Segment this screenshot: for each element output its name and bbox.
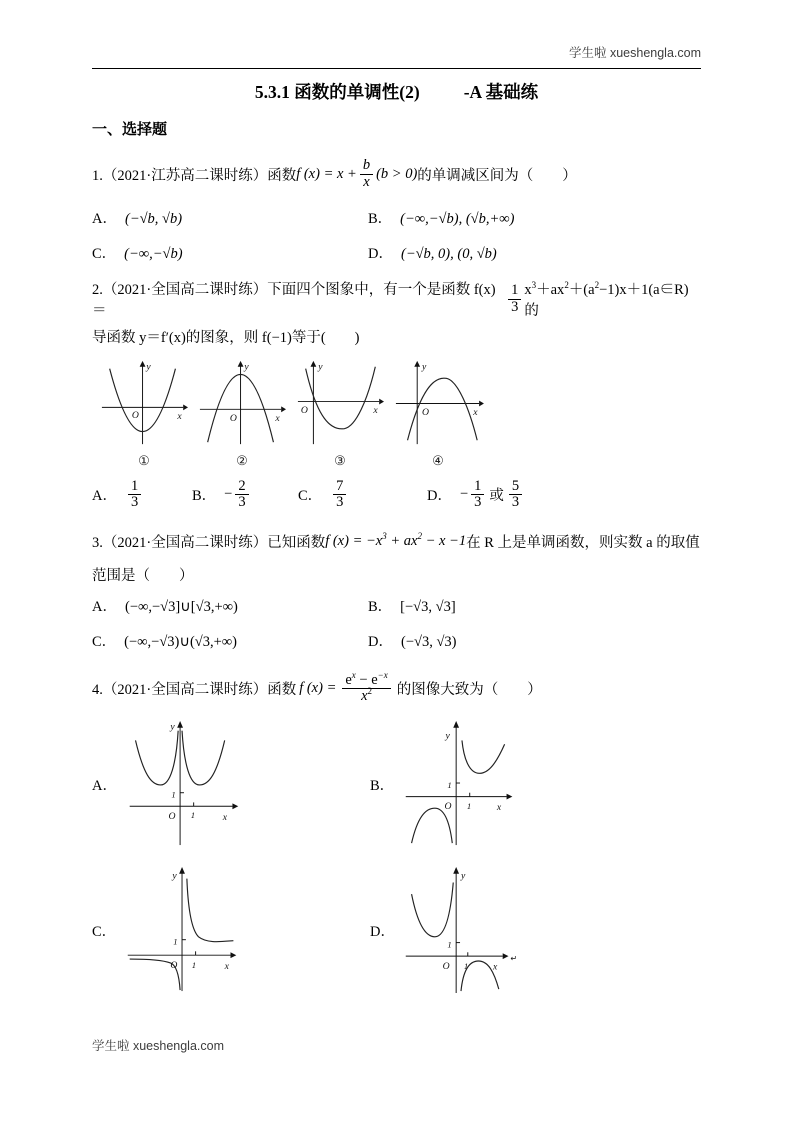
question-1 — [92, 151, 701, 267]
fraction-denominator — [358, 686, 375, 704]
site-watermark-top: 学生啦 xueshengla.com — [568, 46, 701, 60]
option-label: C． — [92, 634, 117, 651]
option-label: B． — [368, 599, 393, 616]
right-curve — [187, 879, 234, 942]
option-label: C． — [92, 246, 117, 262]
origin-label: O — [444, 801, 452, 813]
left-curve — [412, 809, 453, 844]
option-fraction — [128, 479, 141, 510]
origin-label: O — [131, 410, 139, 422]
graph-number-badge: ④ — [432, 453, 444, 468]
curve — [408, 378, 478, 440]
option-label: A． — [92, 211, 117, 227]
poly-term: ＋(a — [568, 282, 595, 298]
q1-formula-left: f (x) = x + — [296, 165, 357, 182]
x-axis-label: x — [222, 812, 228, 824]
q3-stem-text: 3.（2021·全国高二课时练）已知函数 — [92, 534, 326, 551]
q4-graph-d — [370, 863, 648, 997]
q3-stem-line2: 范围是（ ） — [92, 568, 194, 585]
page-title — [92, 79, 701, 104]
q2-polynomial — [524, 278, 701, 320]
y-axis-arrow-icon — [177, 721, 183, 728]
y-axis-arrow-icon — [310, 361, 316, 367]
option-label: A． — [92, 488, 117, 505]
y-axis-label: y — [146, 361, 151, 373]
x-tick-label: 1 — [466, 801, 472, 812]
q4-stem-post: 的图像大致为（ ） — [396, 681, 542, 698]
parabola-down-origin-graph — [392, 359, 484, 448]
den-term: x — [361, 687, 368, 704]
left-curve — [412, 883, 454, 937]
q2-graphs-row — [98, 359, 701, 469]
option-text: (−∞,−√3)∪(√3,+∞) — [124, 634, 237, 651]
q2-stem-line1 — [92, 276, 701, 322]
q4-stem — [92, 665, 701, 711]
option-label: B． — [370, 777, 395, 794]
q3-options-row-2 — [92, 629, 701, 655]
y-axis-label: y — [461, 871, 466, 883]
hyperbola-like-graph — [120, 863, 246, 997]
q2-fraction — [508, 283, 521, 314]
y-tick-label: 1 — [171, 790, 176, 801]
origin-label: O — [170, 960, 178, 972]
q2-option-d — [427, 479, 525, 510]
fraction-numerator: 2 — [235, 479, 248, 495]
graph-number-badge: ① — [138, 453, 150, 468]
q1-options-row-2 — [92, 241, 701, 267]
origin-label: O — [229, 412, 237, 424]
section-heading: 一、选择题 — [92, 122, 168, 138]
curve — [306, 367, 376, 429]
q1-option-b — [368, 206, 701, 232]
x-axis-label: x — [275, 412, 280, 424]
option-label: D． — [368, 634, 393, 651]
fraction-denominator: 3 — [336, 494, 344, 511]
option-fraction — [235, 479, 248, 510]
q1-stem-post: 的单调减区间为（ ） — [417, 167, 577, 184]
exponent: 3 — [382, 531, 387, 542]
exponent: 2 — [367, 686, 373, 697]
q2-stem-line2: 导函数 y＝f′(x)的图象，则 f(−1)等于( ) — [92, 330, 360, 346]
option-label: B． — [192, 488, 217, 505]
fraction-numerator: 1 — [128, 479, 141, 495]
poly-term: x — [524, 282, 532, 298]
fraction-numerator: b — [360, 158, 373, 174]
q1-fraction — [360, 158, 373, 189]
x-axis-arrow-icon — [232, 804, 238, 810]
fraction-denominator: 3 — [511, 494, 520, 511]
exponent: 2 — [564, 280, 569, 291]
option-text: (−√3, √3) — [400, 634, 457, 651]
exponent: 2 — [594, 280, 600, 291]
left-curve — [136, 731, 179, 785]
option-fraction — [471, 479, 484, 510]
option-text: (−∞,−√3]∪[√3,+∞) — [124, 599, 238, 616]
fraction-numerator: 5 — [509, 479, 522, 495]
option-sign: − — [459, 486, 469, 503]
return-mark-icon: ↵ — [510, 954, 517, 964]
x-axis-label: x — [177, 410, 182, 422]
q3-stem-mid: 在 R 上是单调函数，则实数 a 的取值 — [466, 534, 700, 551]
q1-option-d — [368, 241, 701, 267]
q4-graphs-row-2 — [92, 863, 701, 997]
origin-label: O — [422, 407, 430, 419]
y-axis-arrow-icon — [238, 361, 244, 367]
q3-option-c — [92, 629, 368, 655]
q4-stem-text: 4.（2021·全国高二课时练）函数 — [92, 681, 297, 698]
x-tick-label: 1 — [463, 961, 469, 972]
q3-options-row-1 — [92, 594, 701, 620]
exponent: x — [351, 669, 356, 680]
y-axis-arrow-icon — [179, 867, 185, 874]
parabola-down-graph — [196, 359, 288, 448]
x-axis-label: x — [492, 962, 498, 974]
y-axis-label: y — [445, 730, 450, 742]
formula-term: + ax — [386, 532, 418, 549]
y-axis-arrow-icon — [414, 361, 420, 367]
q1-condition: (b > 0) — [376, 165, 418, 182]
q4-graph-c — [92, 863, 370, 997]
option-label: D． — [370, 923, 395, 940]
option-label: C． — [298, 488, 323, 505]
exponent: 3 — [531, 280, 537, 291]
x-tick-label: 1 — [190, 810, 196, 821]
x-axis-arrow-icon — [183, 404, 188, 410]
q3-option-d — [368, 629, 701, 655]
num-term: e — [345, 671, 352, 688]
x-axis-arrow-icon — [479, 401, 484, 407]
option-text: (−∞,−√b) — [124, 246, 183, 262]
q4-graph-a — [92, 717, 370, 851]
y-axis-label: y — [172, 871, 177, 883]
graph-number-badge: ③ — [334, 453, 346, 468]
y-tick-label: 1 — [447, 780, 452, 791]
option-label: C． — [92, 923, 117, 940]
y-tick-label: 1 — [173, 936, 178, 947]
fraction-denominator: x — [363, 173, 370, 190]
origin-label: O — [168, 811, 176, 823]
y-axis-arrow-icon — [140, 361, 146, 367]
x-axis-label: x — [224, 961, 229, 973]
option-text: (−√b, √b) — [124, 211, 183, 227]
q4-graphs-row-1 — [92, 717, 701, 851]
title-chapter: 5.3.1 函数的单调性(2) — [254, 82, 420, 102]
option-label: D． — [368, 246, 393, 262]
option-label: D． — [427, 488, 452, 505]
x-axis-arrow-icon — [230, 953, 236, 959]
fraction-numerator: 1 — [508, 283, 521, 299]
odd-u-hump-graph — [398, 717, 524, 851]
header-divider — [92, 68, 701, 69]
x-axis-arrow-icon — [281, 406, 286, 412]
x-tick-label: 1 — [191, 960, 197, 971]
x-axis-arrow-icon — [503, 954, 509, 960]
option-text: (−√b, 0), (0, √b) — [400, 246, 497, 262]
q1-stem — [92, 151, 701, 197]
option-text: (−∞,−√b), (√b,+∞) — [400, 211, 515, 227]
fraction-denominator: 3 — [130, 494, 139, 511]
option-text: [−√3, √3] — [400, 599, 456, 616]
option-joiner: 或 — [489, 488, 504, 505]
q2-graph-1 — [98, 359, 190, 469]
right-curve — [182, 731, 225, 785]
parabola-up-graph — [98, 359, 190, 448]
q4-fraction — [342, 669, 390, 704]
q3-option-b — [368, 594, 701, 620]
y-axis-arrow-icon — [453, 867, 459, 874]
origin-label: O — [300, 405, 308, 417]
q4-graph-b — [370, 717, 648, 851]
q4-formula-left: f (x) = — [299, 679, 337, 696]
question-4 — [92, 665, 701, 997]
x-axis-arrow-icon — [379, 399, 384, 405]
y-tick-label: 1 — [447, 939, 452, 950]
q2-graph-2 — [196, 359, 288, 469]
x-axis-label: x — [496, 802, 502, 814]
parabola-up-origin-graph — [294, 359, 386, 448]
q3-formula — [325, 533, 466, 550]
x-axis-label: x — [373, 405, 378, 417]
option-fraction — [333, 479, 346, 510]
y-axis-arrow-icon — [453, 721, 459, 728]
num-term: − e — [355, 671, 378, 688]
poly-term: −1)x＋1(a∈R)的 — [524, 282, 689, 319]
x-axis-label: x — [473, 407, 478, 419]
q2-option-b — [192, 479, 298, 510]
q1-option-c — [92, 241, 368, 267]
even-double-u-graph — [120, 717, 246, 851]
y-axis-label: y — [244, 361, 249, 373]
q3-option-a — [92, 594, 368, 620]
question-2 — [92, 276, 701, 510]
fraction-denominator: 3 — [511, 298, 519, 315]
option-label: A． — [92, 777, 117, 794]
question-3 — [92, 526, 701, 655]
exponent: 2 — [417, 531, 422, 542]
formula-term: − x −1 — [421, 532, 467, 549]
option-fraction-2 — [509, 479, 522, 510]
q2-graph-4 — [392, 359, 484, 469]
exponent: −x — [377, 669, 388, 680]
formula-term: f (x) = −x — [325, 532, 383, 549]
fraction-denominator: 3 — [474, 494, 482, 511]
poly-term: ＋ax — [536, 282, 565, 298]
q2-options-row — [92, 479, 701, 510]
y-axis-label: y — [422, 361, 427, 373]
q2-stem-text: 2.（2021·全国高二课时练）下面四个图象中，有一个是函数 f(x)＝ — [92, 282, 496, 319]
q1-option-a — [92, 206, 368, 232]
q2-option-a — [92, 479, 192, 510]
graph-number-badge: ② — [236, 453, 248, 468]
origin-label: O — [442, 961, 450, 973]
title-level: -A 基础练 — [463, 82, 539, 102]
fraction-numerator: 7 — [333, 479, 346, 495]
x-axis-arrow-icon — [507, 794, 513, 800]
q2-option-c — [298, 479, 427, 510]
q1-stem-text: 1.（2021·江苏高二课时练）函数 — [92, 167, 297, 184]
option-sign: − — [224, 486, 233, 503]
fraction-denominator: 3 — [238, 494, 246, 511]
q1-options-row-1 — [92, 206, 701, 232]
y-axis-label: y — [318, 361, 323, 373]
q3-stem-line1 — [92, 526, 701, 556]
odd-hump-u-graph — [398, 863, 524, 997]
option-label: B． — [368, 211, 393, 227]
option-label: A． — [92, 599, 117, 616]
right-curve — [462, 741, 505, 774]
y-axis-label: y — [170, 722, 175, 734]
site-watermark-bottom: 学生啦 xueshengla.com — [92, 1039, 225, 1053]
fraction-numerator: 1 — [471, 479, 484, 495]
q2-graph-3 — [294, 359, 386, 469]
